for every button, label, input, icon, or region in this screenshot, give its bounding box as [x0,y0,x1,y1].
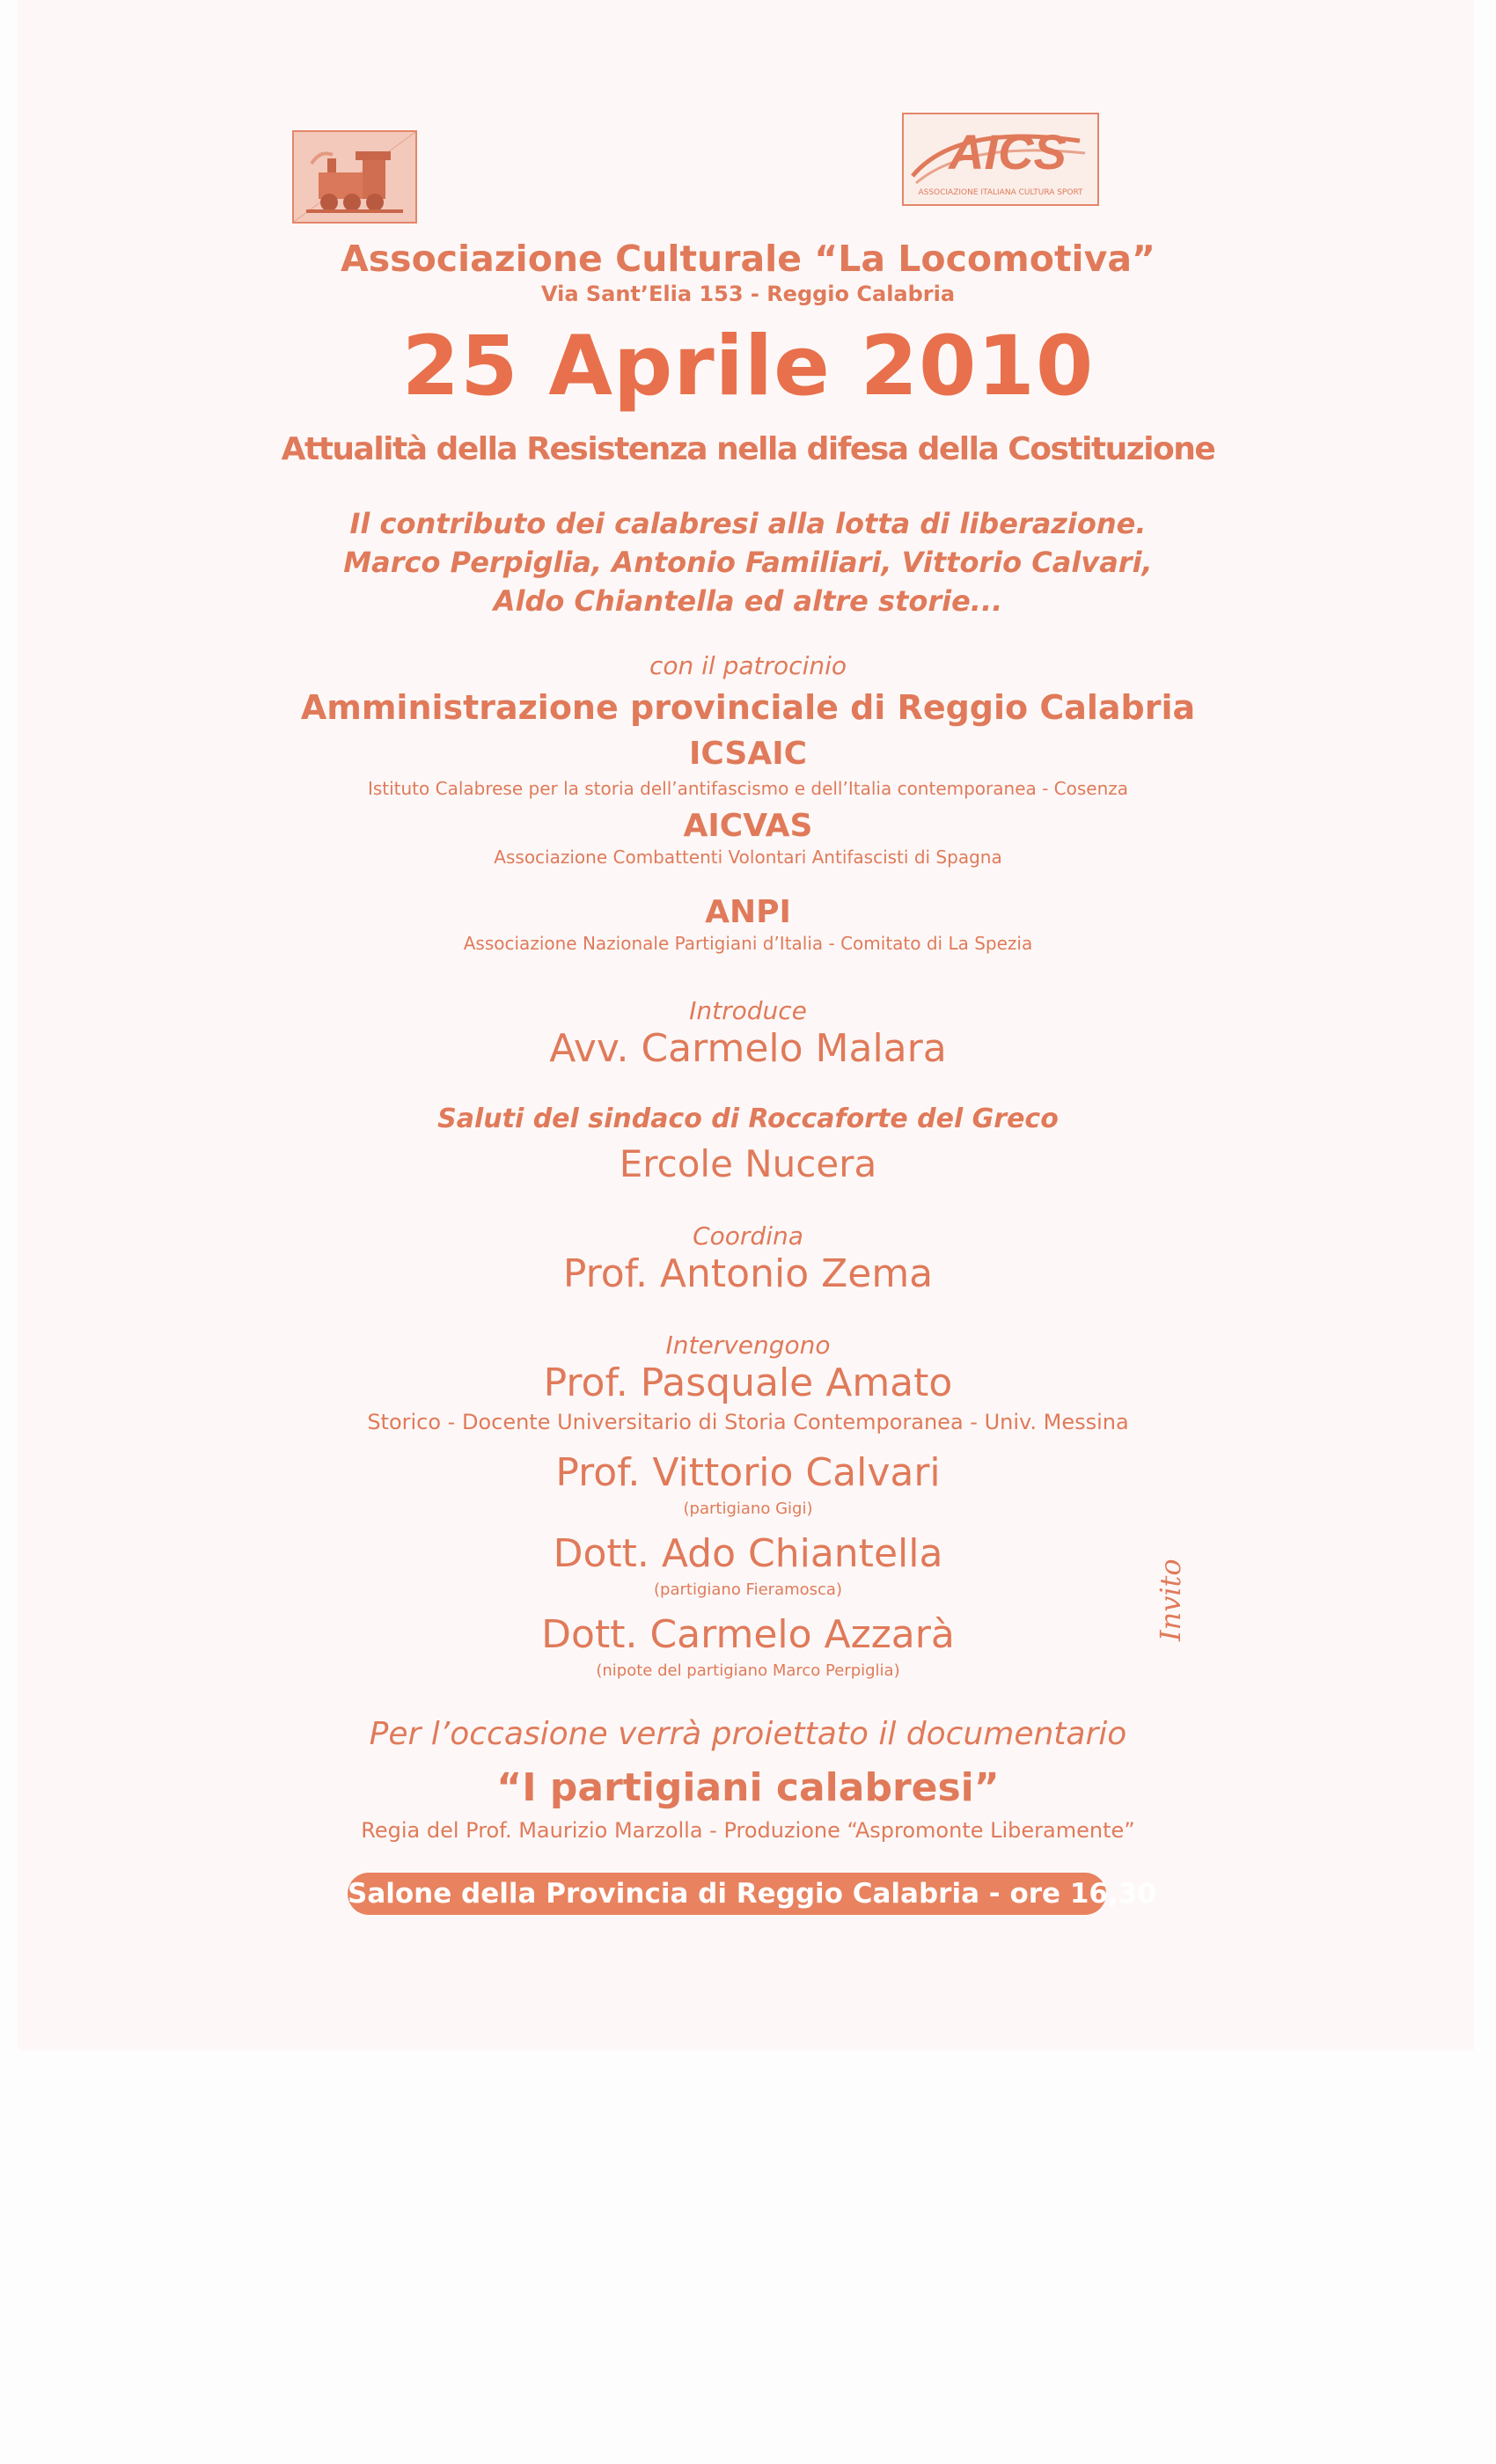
aics-tagline: ASSOCIAZIONE ITALIANA CULTURA SPORT [918,188,1083,197]
intro-line: Il contributo dei calabresi alla lotta di liberazione. [349,507,1147,540]
documentary-title: “I partigiani calabresi” [496,1765,1000,1810]
aics-logo [902,113,1099,206]
invito-handwritten-note: Invito [1154,1558,1187,1641]
speaker-name: Dott. Ado Chiantella [553,1531,943,1576]
patronage-main: Amministrazione provinciale di Reggio Calabria [300,688,1196,727]
association-name: Associazione Culturale “La Locomotiva” [341,238,1155,280]
intro-line: Marco Perpiglia, Antonio Familiari, Vittorio Calvari, [343,546,1153,579]
org-desc-aicvas: Associazione Combattenti Volontari Antifascisti di Spagna [494,847,1002,868]
org-acronym-anpi: ANPI [705,894,791,930]
speaker-note: (nipote del partigiano Marco Perpiglia) [596,1661,900,1680]
aics-logo-text: AICS [949,124,1067,180]
intro-line: Aldo Chiantella ed altre storie... [493,584,1003,618]
venue-banner [348,1873,1156,1915]
saluti-label: Saluti del sindaco di Roccaforte del Greco [437,1104,1059,1134]
org-desc-icsaic: Istituto Calabrese per la storia dell’antifascismo e dell’Italia contemporanea - Cosenza [367,778,1129,799]
speaker-name: Dott. Carmelo Azzarà [541,1612,955,1657]
org-acronym-aicvas: AICVAS [683,808,813,844]
documentary-credits: Regia del Prof. Maurizio Marzolla - Produzione “Aspromonte Liberamente” [361,1818,1135,1843]
association-address: Via Sant’Elia 153 - Reggio Calabria [540,282,956,306]
org-desc-anpi: Associazione Nazionale Partigiani d’Italia - Comitato di La Spezia [463,933,1033,954]
introduce-label: Introduce [689,996,807,1025]
locomotive-icon [294,132,415,222]
speaker-note: (partigiano Fieramosca) [654,1580,842,1599]
locomotive-logo [292,130,417,224]
speaker-note: (partigiano Gigi) [683,1500,813,1518]
speaker-note: Storico - Docente Universitario di Storia Contemporanea - Univ. Messina [367,1410,1129,1434]
org-acronym-icsaic: ICSAIC [688,736,808,772]
introduce-name: Avv. Carmelo Malara [549,1026,947,1071]
event-date-title: 25 Aprile 2010 [401,319,1095,414]
intervengono-label: Intervengono [665,1331,831,1360]
aics-emblem-icon [904,114,1097,188]
documentary-lead: Per l’occasione verrà proiettato il documentario [369,1716,1127,1752]
event-subtitle: Attualità della Resistenza nella difesa della Costituzione [281,431,1215,467]
patronage-label: con il patrocinio [649,651,847,680]
coordina-name: Prof. Antonio Zema [562,1251,934,1296]
speaker-name: Prof. Vittorio Calvari [555,1450,941,1495]
coordina-label: Coordina [693,1221,803,1250]
venue-text: Salone della Provincia di Reggio Calabria - ore 16,30 [348,1878,1156,1910]
saluti-name: Ercole Nucera [619,1142,877,1185]
speaker-name: Prof. Pasquale Amato [543,1360,953,1405]
